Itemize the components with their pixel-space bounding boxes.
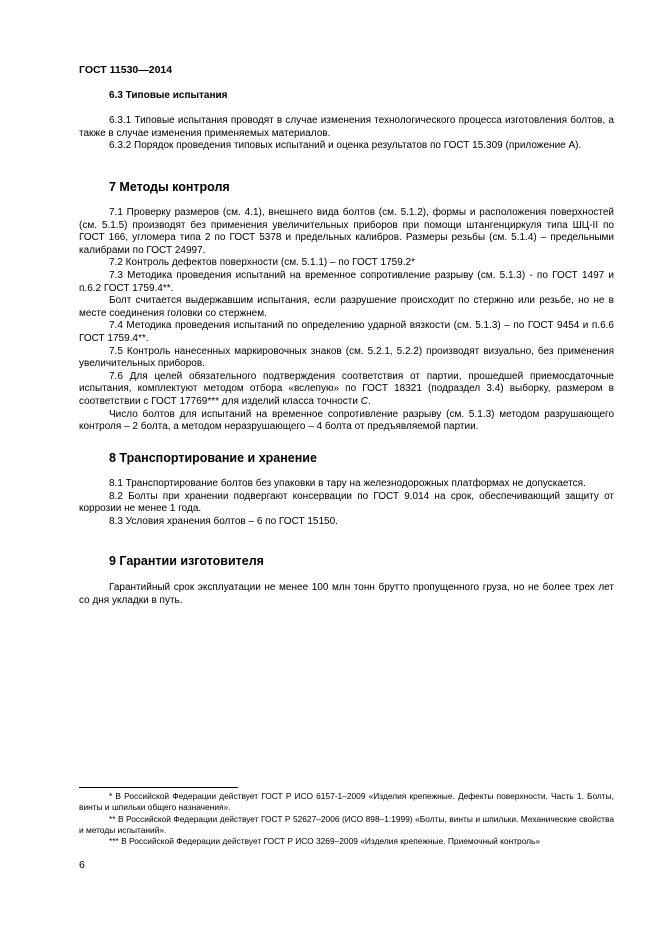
paragraph-7-3: 7.3 Методика проведения испытаний на временное сопротивление разрыву (см. 5.1.3) - по ГОСТ 1497 и п.6.2 ГОСТ 1759.4**. [79, 269, 614, 294]
paragraph-7-6-count: Число болтов для испытаний на временное сопротивление разрыву (см. 5.1.3) методом разрушающего контроля – 2 болта, а методом неразрушающего – 4 болта от предъявляемой партии. [79, 408, 614, 433]
section-6-3-heading: 6.3 Типовые испытания [109, 90, 228, 101]
footnotes [79, 791, 614, 847]
page-number: 6 [79, 859, 85, 871]
section-6-3-body [79, 115, 614, 153]
section-7-body [79, 207, 614, 434]
paragraph-7-2: 7.2 Контроль дефектов поверхности (см. 5.1.1) – по ГОСТ 1759.2* [109, 257, 415, 269]
section-9-body [79, 582, 614, 607]
paragraph-7-5: 7.5 Контроль нанесенных маркировочных знаков (см. 5.2.1, 5.2.2) производят визуально, без применения увеличительных приборов. [79, 345, 614, 370]
section-9-heading: 9 Гарантии изготовителя [109, 554, 264, 568]
section-8-heading: 8 Транспортирование и хранение [109, 451, 317, 465]
paragraph-8-1: 8.1 Транспортирование болтов без упаковки в тару на железнодорожных платформах не допускается. [109, 478, 586, 489]
paragraph-8-2: 8.2 Болты при хранении подвергают консервации по ГОСТ 9.014 на срок, обеспечивающий защиту от коррозии не менее 1 года. [79, 490, 614, 515]
accuracy-class: С [360, 395, 368, 407]
footnote-3: *** В Российской Федерации действует ГОСТ Р ИСО 3269–2009 «Изделия крепежные. Приемочный контроль» [109, 836, 541, 847]
paragraph-6-3-2: 6.3.2 Порядок проведения типовых испытаний и оценка результатов по ГОСТ 15.309 (приложение А). [109, 140, 582, 152]
paragraph-7-1: 7.1 Проверку размеров (см. 4.1), внешнего вида болтов (см. 5.1.2), формы и расположения поверхностей (см. 5.1.5) производят без применения увеличительных приборов при помощи штангенциркуля типа ШЦ-II по ГОСТ 166, угломера типа 2 по ГОСТ 5378 и предельных калибров. Размеры резьбы (см. 5.1.4) – предельными калибрами по ГОСТ 24997. [79, 207, 614, 256]
paragraph-7-4: 7.4 Методика проведения испытаний по определению ударной вязкости (см. 5.1.3) – по ГОСТ 9454 и п.6.6 ГОСТ 1759.4**. [79, 320, 614, 344]
paragraph-7-6-end: . [367, 395, 371, 407]
footnote-2: ** В Российской Федерации действует ГОСТ Р 52627–2006 (ИСО 898–1:1999) «Болты, винты и шпильки. Механические свойства и методы испытаний». [79, 813, 614, 835]
paragraph-7-6 [79, 371, 614, 409]
paragraph-6-3-1: 6.3.1 Типовые испытания проводят в случае изменения технологического процесса изготовления болтов, а также в случае изменения применяемых материалов. [79, 115, 614, 139]
section-7-heading: 7 Методы контроля [109, 180, 230, 194]
paragraph-7-6-text: 7.6 Для целей обязательного подтверждения соответствия от партии, прошедшей приемосдаточные испытания, комплектуют методом отбора «вслепую» по ГОСТ 18321 (подраздел 3.4) выборку, размером в соответствии с ГОСТ 17769*** для изделий класса точности [79, 370, 614, 407]
document-header: ГОСТ 11530—2014 [79, 64, 173, 76]
footnote-1: * В Российской Федерации действует ГОСТ Р ИСО 6157-1–2009 «Изделия крепежные. Дефекты поверхности. Часть 1. Болты, винты и шпильки общего назначения». [79, 791, 614, 813]
footnote-divider [79, 787, 238, 788]
paragraph-8-3: 8.3 Условия хранения болтов – 6 по ГОСТ 15150. [109, 515, 338, 527]
paragraph-9: Гарантийный срок эксплуатации не менее 100 млн тонн брутто пропущенного груза, но не более трех лет со дня укладки в путь. [79, 582, 614, 606]
section-8-body [79, 478, 614, 528]
paragraph-7-3-note: Болт считается выдержавшим испытания, если разрушение происходит по стержню или резьбе, но не в месте соединения головки со стержнем. [79, 295, 614, 319]
